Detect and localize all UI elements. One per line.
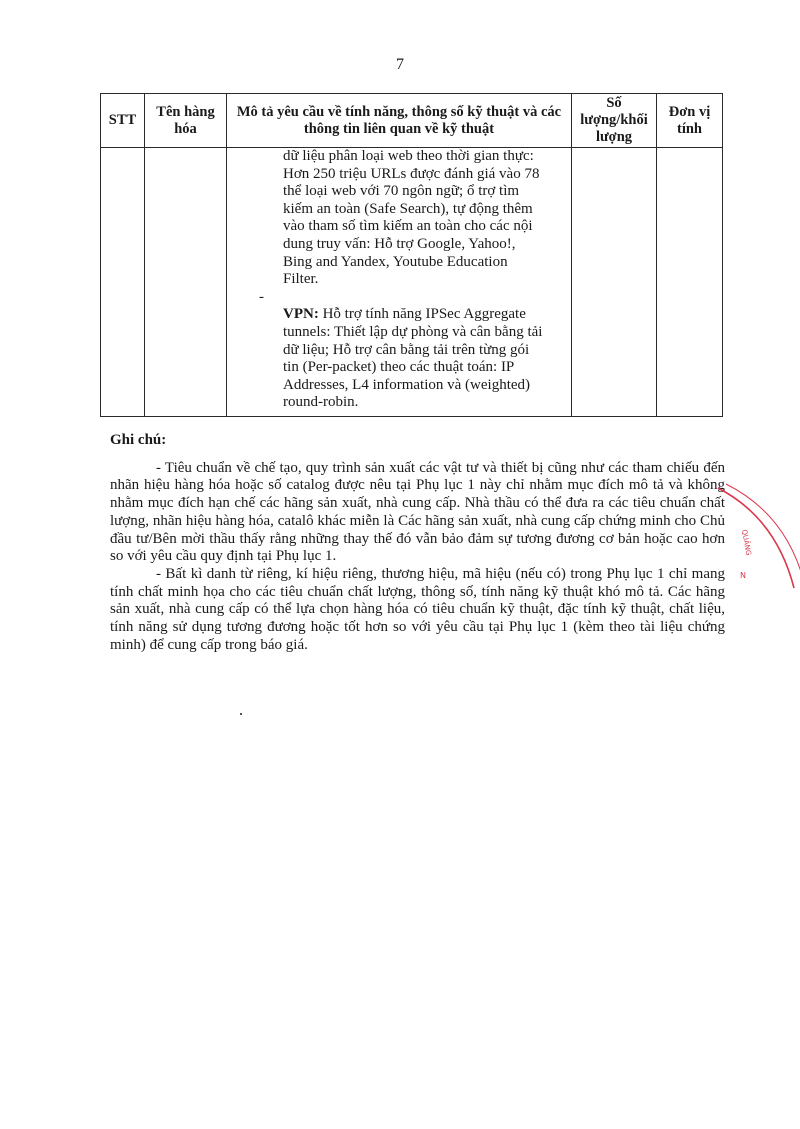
notes-section (110, 432, 725, 654)
vpn-text: Hỗ trợ tính năng IPSec Aggregate tunnels: Thiết lập dự phòng và cân bằng tải dữ liệu; Hỗ trợ cân bằng tải trên từng gói tin (Per-packet) theo các thuật toán: IP Addresses, L4 information và (weighted) round-robin. (283, 306, 543, 411)
cell-name (145, 148, 227, 417)
vpn-label: VPN: (283, 306, 319, 323)
bullet-dash: - (259, 288, 264, 305)
header-description: Mô tả yêu cầu về tính năng, thông số kỹ thuật và các thông tin liên quan về kỹ thuật (227, 94, 572, 148)
header-unit: Đơn vị tính (657, 94, 723, 148)
header-quantity: Số lượng/khối lượng (572, 94, 657, 148)
description-continuation: dữ liệu phân loại web theo thời gian thực: Hơn 250 triệu URLs được đánh giá vào 78 thể loại web với 70 ngôn ngữ; ổ trợ tìm kiếm an toàn (Safe Search), tự động thêm vào tham số tìm kiếm an toàn cho các nội dung truy vấn: Hỗ trợ Google, Yahoo!, Bing and Yandex, Youtube Education Filter. (283, 148, 540, 288)
spec-table (100, 93, 723, 417)
cell-quantity (572, 148, 657, 417)
cell-unit (657, 148, 723, 417)
header-stt: STT (101, 94, 145, 148)
svg-text:N: N (740, 571, 746, 580)
cell-stt (101, 148, 145, 417)
scan-speck (240, 713, 242, 715)
note-paragraph-1: - Tiêu chuẩn về chế tạo, quy trình sản xuất các vật tư và thiết bị cũng như các tham chiếu đến nhãn hiệu hàng hóa hoặc số catalog được nêu tại Phụ lục 1 này chỉ nhằm mục đích mô tả và không nhằm mục đích hạn chế các hãng sản xuất, nhà cung cấp. Nhà thầu có thể đưa ra các tiêu chuẩn chất lượng, nhãn hiệu hàng hóa, catalô khác miễn là Các hãng sản xuất, nhà cung cấp chứng minh cho Chủ đầu tư/Bên mời thầu thấy rằng những thay thế đó vẫn bảo đảm sự tương đương cơ bản hoặc cao hơn so với yêu cầu quy định tại Phụ lục 1. (110, 459, 725, 565)
red-seal-stamp (716, 478, 800, 598)
cell-description (227, 148, 572, 417)
header-name: Tên hàng hóa (145, 94, 227, 148)
table-header-row (101, 94, 723, 148)
notes-title: Ghi chú: (110, 432, 167, 448)
table-row (101, 148, 723, 417)
svg-text:QUẢNG: QUẢNG (740, 528, 753, 557)
page-number: 7 (396, 56, 404, 73)
vpn-item (259, 288, 571, 412)
note-paragraph-2: - Bất kì danh từ riêng, kí hiệu riêng, thương hiệu, mã hiệu (nếu có) trong Phụ lục 1 chỉ mang tính chất minh họa cho các tiêu chuẩn chất lượng, thông số, tính năng kỹ thuật khó mô tả. Các hãng sản xuất, nhà cung cấp có thể lựa chọn hàng hóa có tiêu chuẩn kỹ thuật, đặc tính kỹ thuật, chất liệu, tính năng sử dụng tương đương hoặc tốt hơn so với yêu cầu tại Phụ lục 1 (kèm theo tài liệu chứng minh) để cung cấp trong báo giá. (110, 565, 725, 653)
